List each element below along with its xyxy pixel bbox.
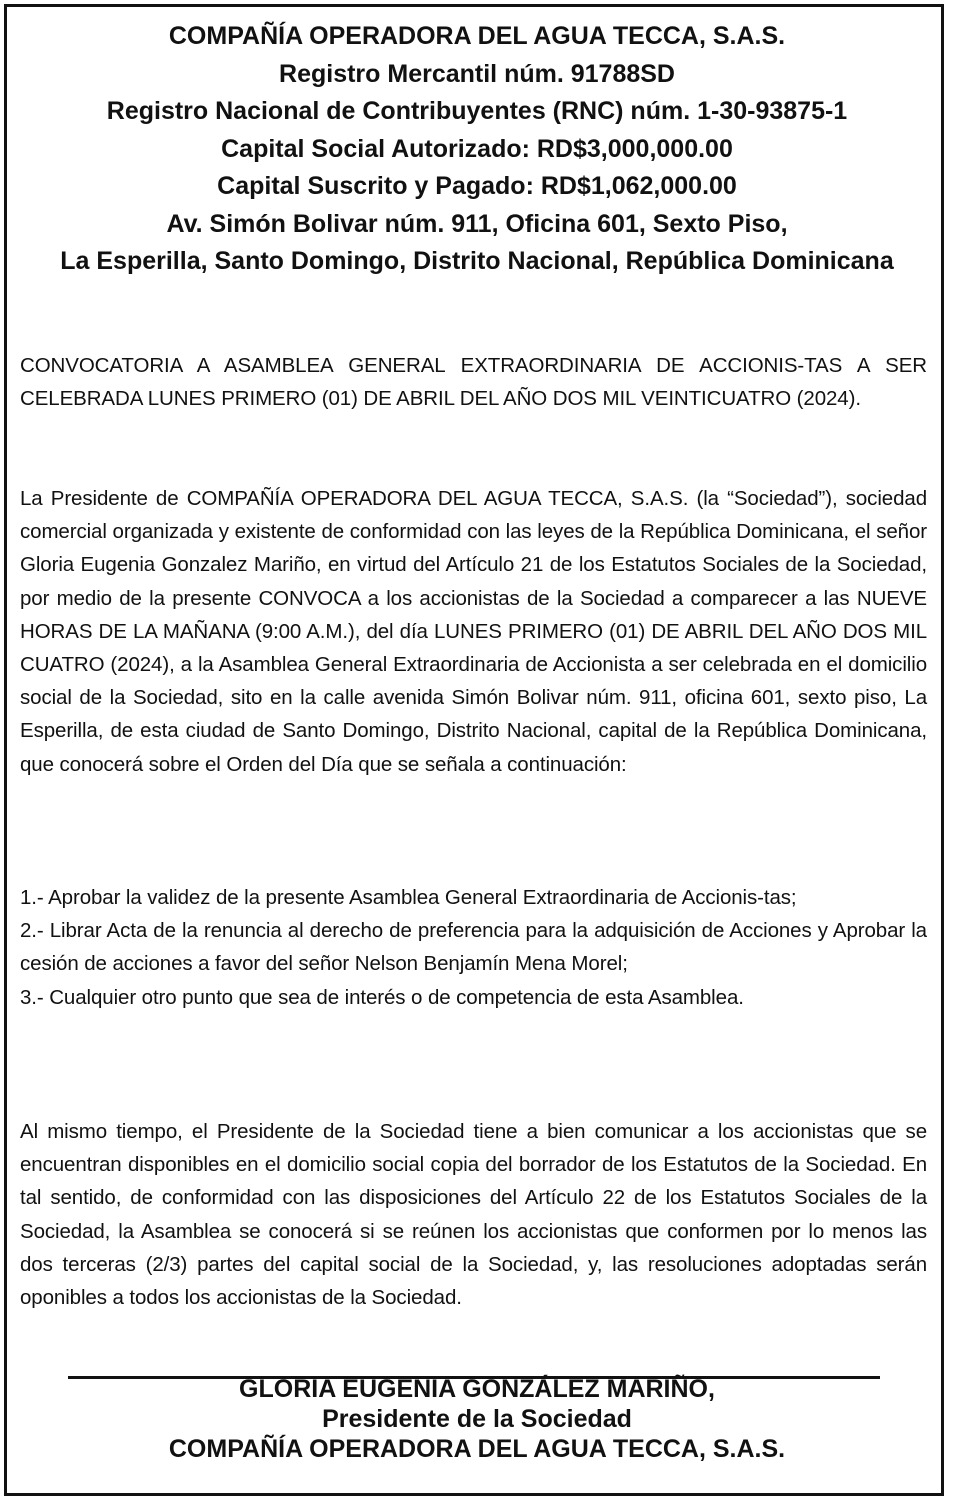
registro-mercantil: Registro Mercantil núm. 91788SD [279,59,675,88]
capital-suscrito: Capital Suscrito y Pagado: RD$1,062,000.00 [217,172,737,200]
notice-header [10,18,944,281]
agenda-item: 3.- Cualquier otro punto que sea de interés o de competencia de esta Asamblea. [20,985,744,1009]
signatory-role: Presidente de la Sociedad [322,1405,632,1433]
agenda-item: 1.- Aprobar la validez de la presente Asamblea General Extraordinaria de Accionis-tas; [20,886,797,909]
final-paragraph: Al mismo tiempo, el Presidente de la Sociedad tiene a bien comunicar a los accionistas que se encuentran disponibles en el domicilio social copia del borrador de los Estatutos de la Sociedad. En tal sentido, de conformidad con las disposiciones del Artículo 22 de los Estatutos Sociales de la Sociedad, la Asamblea se conocerá si se reúnen los accionistas que conformen por lo menos las dos terceras (2/3) partes del capital social de la Sociedad, y, las resoluciones adoptadas serán oponibles a todos los accionistas de la Sociedad. [20,1120,927,1310]
address-line-2: La Esperilla, Santo Domingo, Distrito Nacional, República Dominicana [60,247,894,275]
address-line-1: Av. Simón Bolivar núm. 911, Oficina 601, Sexto Piso, [166,209,788,238]
signatory-company: COMPAÑÍA OPERADORA DEL AGUA TECCA, S.A.S. [168,1435,786,1463]
capital-autorizado: Capital Social Autorizado: RD$3,000,000.00 [221,134,733,163]
agenda-list [20,881,927,1014]
signature-block [10,1374,944,1464]
convocatoria-title: CONVOCATORIA A ASAMBLEA GENERAL EXTRAORDINARIA DE ACCIONIS-TAS A SER CELEBRADA LUNES PRIMERO (01) DE ABRIL DEL AÑO DOS MIL VEINTICUATRO (2024). [20,354,927,411]
agenda-item: 2.- Librar Acta de la renuncia al derecho de preferencia para la adquisición de Acciones y Aprobar la cesión de acciones a favor del señor Nelson Benjamín Mena Morel; [20,919,927,976]
company-name: COMPAÑÍA OPERADORA DEL AGUA TECCA, S.A.S. [168,22,786,50]
signatory-name: GLORIA EUGENIA GONZÁLEZ MARIÑO, [239,1375,715,1403]
intro-paragraph: La Presidente de COMPAÑÍA OPERADORA DEL AGUA TECCA, S.A.S. (la “Sociedad”), sociedad comercial organizada y existente de conformidad con las leyes de la República Dominicana, el señor Gloria Eugenia Gonzalez Mariño, en virtud del Artículo 21 de los Estatutos Sociales de la Sociedad, por medio de la presente CONVOCA a los accionistas de la Sociedad a comparecer a las NUEVE HORAS DE LA MAÑANA (9:00 A.M.), del día LUNES PRIMERO (01) DE ABRIL DEL AÑO DOS MIL CUATRO (2024), a la Asamblea General Extraordinaria de Accionista a ser celebrada en el domicilio social de la Sociedad, sito en la calle avenida Simón Bolivar núm. 911, oficina 601, sexto piso, La Esperilla, de esta ciudad de Santo Domingo, Distrito Nacional, capital de la República Dominicana, que conocerá sobre el Orden del Día que se señala a continuación: [20,487,927,776]
rnc-number: Registro Nacional de Contribuyentes (RNC) núm. 1-30-93875-1 [106,97,848,125]
